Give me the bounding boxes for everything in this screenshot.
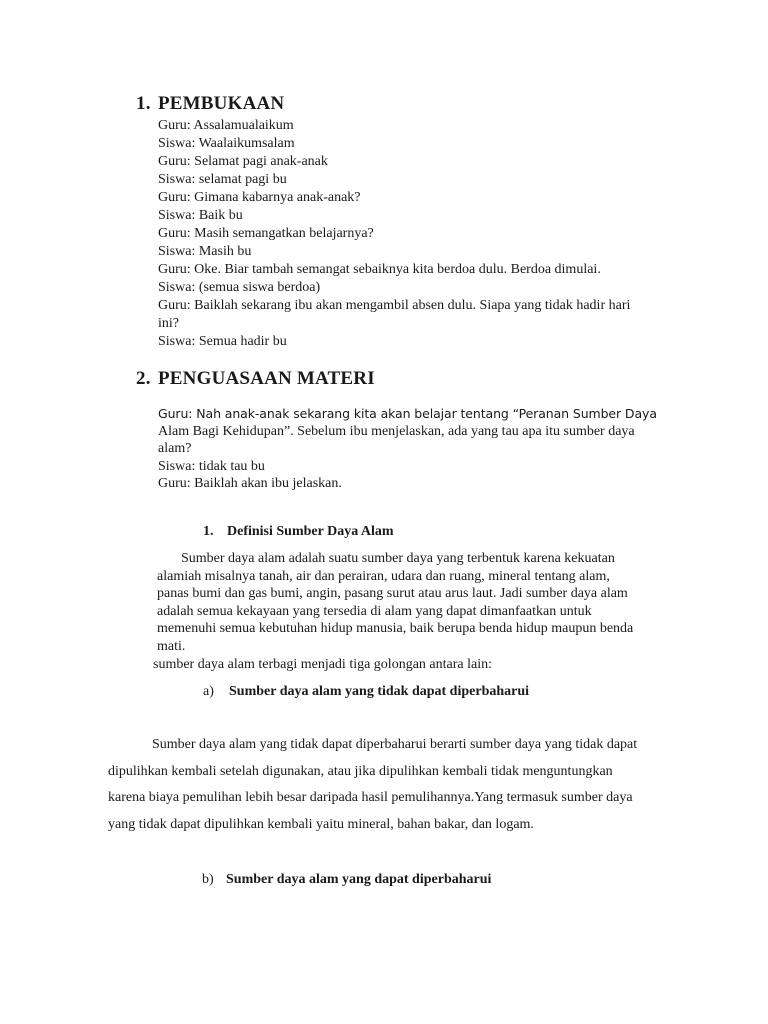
- paragraph-line: Sumber daya alam adalah suatu sumber daya yang terbentuk karena kekuatan: [181, 551, 615, 566]
- dialog-line: Siswa: Waalaikumsalam: [158, 136, 295, 151]
- subsection-heading-definisi: [203, 524, 394, 540]
- paragraph-line: karena biaya pemulihan lebih besar daripada hasil pemulihannya.Yang termasuk sumber daya: [108, 790, 633, 806]
- dialog-line: Guru: Nah anak-anak sekarang kita akan belajar tentang “Peranan Sumber Daya: [158, 406, 657, 421]
- list-item-title: Sumber daya alam yang dapat diperbaharui: [226, 872, 492, 887]
- dialog-line: Siswa: Masih bu: [158, 244, 252, 259]
- section-heading-penguasaan-materi: [136, 368, 375, 390]
- dialog-line: Guru: Selamat pagi anak-anak: [158, 154, 328, 169]
- paragraph-line: mati.: [157, 638, 186, 654]
- paragraph-line: adalah semua kekayaan yang tersedia di alam yang dapat dimanfaatkan untuk: [157, 603, 592, 619]
- paragraph-line: panas bumi dan gas bumi, angin, pasang surut atau arus laut. Jadi sumber daya alam: [157, 586, 628, 601]
- dialog-line: alam?: [158, 441, 192, 456]
- dialog-penguasaan-materi: [158, 405, 657, 493]
- paragraph-tidak-diperbaharui: [108, 732, 637, 839]
- dialog-line: Guru: Gimana kabarnya anak-anak?: [158, 190, 361, 205]
- list-item-title: Sumber daya alam yang tidak dapat diperbaharui: [229, 684, 530, 699]
- paragraph-line: alamiah misalnya tanah, air dan perairan, udara dan ruang, mineral tentang alam,: [157, 568, 610, 584]
- section-number: 1.: [136, 93, 151, 114]
- dialog-line: Guru: Assalamualaikum: [158, 118, 294, 133]
- dialog-line: Guru: Baiklah akan ibu jelaskan.: [158, 476, 342, 491]
- section-title: PENGUASAAN MATERI: [158, 368, 375, 389]
- subsection-number: 1.: [203, 524, 214, 539]
- dialog-line: Siswa: tidak tau bu: [158, 458, 265, 474]
- list-item-label: b): [202, 872, 214, 887]
- paragraph-line: dipulihkan kembali setelah digunakan, atau jika dipulihkan kembali tidak menguntungkan: [108, 763, 613, 779]
- subsection-title: Definisi Sumber Daya Alam: [227, 524, 394, 539]
- paragraph-line: memenuhi semua kebutuhan hidup manusia, baik berupa benda hidup maupun benda: [157, 621, 634, 636]
- dialog-line: Guru: Masih semangatkan belajarnya?: [158, 226, 374, 241]
- dialog-line: Siswa: (semua siswa berdoa): [158, 280, 321, 295]
- list-item-a-heading: [203, 684, 529, 700]
- list-item-b-heading: [202, 872, 491, 888]
- paragraph-line: Sumber daya alam yang tidak dapat diperbaharui berarti sumber daya yang tidak dapat: [152, 737, 638, 752]
- dialog-line: ini?: [158, 316, 179, 331]
- paragraph-line: yang tidak dapat dipulihkan kembali yaitu mineral, bahan bakar, dan logam.: [108, 817, 534, 833]
- golongan-intro-line: sumber daya alam terbagi menjadi tiga golongan antara lain:: [153, 657, 492, 672]
- section-number: 2.: [136, 368, 151, 389]
- section-title: PEMBUKAAN: [158, 93, 285, 114]
- dialog-pembukaan: [158, 117, 630, 351]
- dialog-line: Siswa: selamat pagi bu: [158, 172, 287, 187]
- dialog-line: Siswa: Baik bu: [158, 208, 243, 223]
- dialog-line: Siswa: Semua hadir bu: [158, 334, 287, 349]
- list-item-label: a): [203, 684, 214, 699]
- paragraph-definisi: [157, 550, 633, 655]
- dialog-line: Alam Bagi Kehidupan”. Sebelum ibu menjelaskan, ada yang tau apa itu sumber daya: [158, 423, 635, 439]
- dialog-line: Guru: Baiklah sekarang ibu akan mengambil absen dulu. Siapa yang tidak hadir hari: [158, 298, 631, 313]
- dialog-line: Guru: Oke. Biar tambah semangat sebaiknya kita berdoa dulu. Berdoa dimulai.: [158, 262, 601, 277]
- section-heading-pembukaan: [136, 93, 284, 115]
